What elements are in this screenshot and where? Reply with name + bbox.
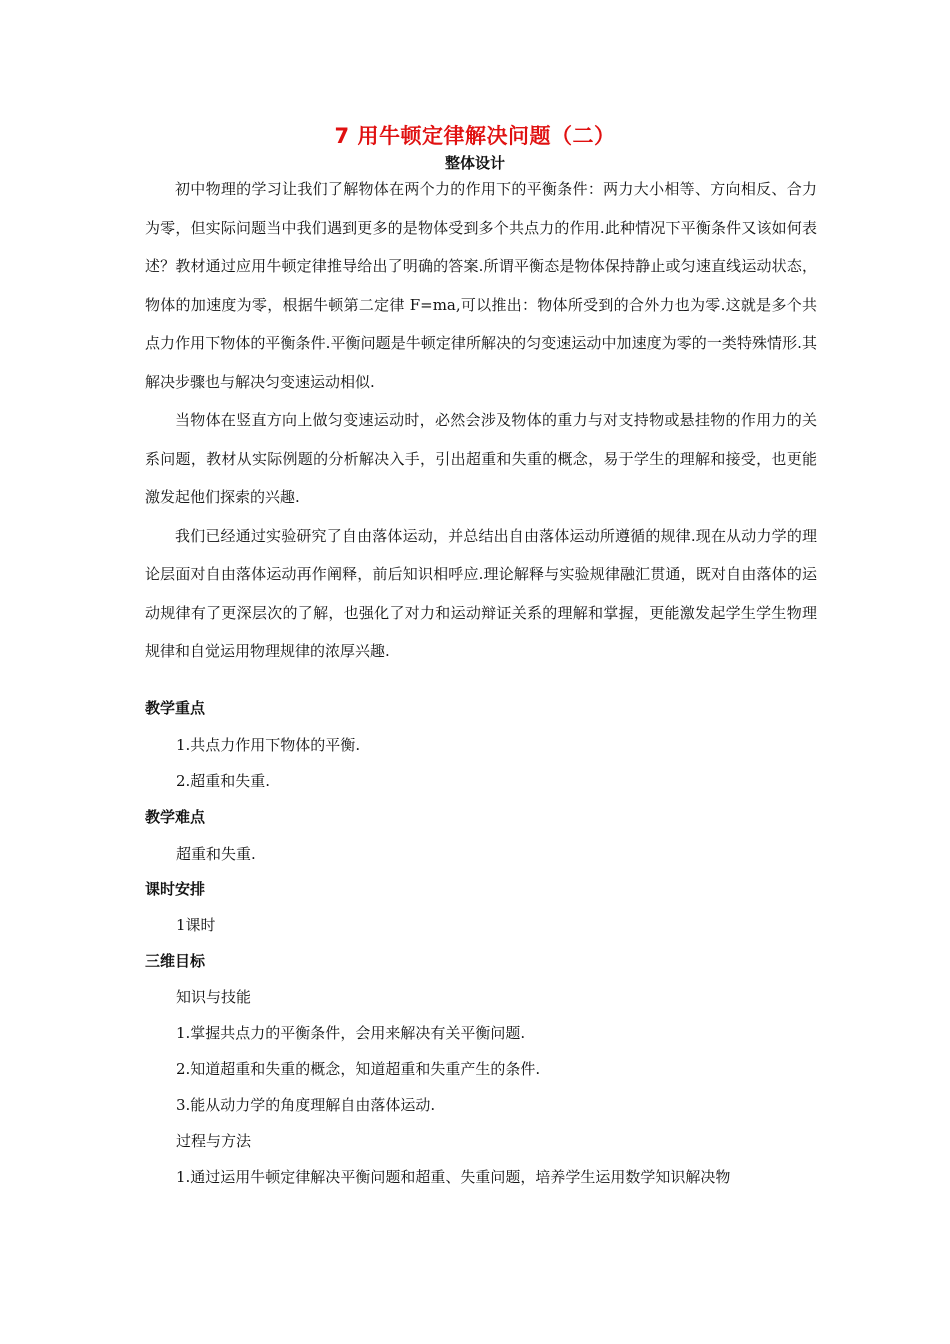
- heading-key-points: 教学重点: [145, 699, 206, 717]
- goals-process-item-1: 1.通过运用牛顿定律解决平衡问题和超重、失重问题，培养学生运用数学知识解决物: [176, 1168, 731, 1186]
- schedule-item-1: 1课时: [176, 916, 216, 934]
- key-point-item-1: 1.共点力作用下物体的平衡.: [176, 736, 361, 754]
- difficulty-item-1: 超重和失重.: [176, 845, 256, 863]
- goals-process-label: 过程与方法: [176, 1132, 252, 1150]
- goals-knowledge-item-2: 2.知道超重和失重的概念，知道超重和失重产生的条件.: [176, 1060, 541, 1078]
- goals-knowledge-item-3: 3.能从动力学的角度理解自由落体运动.: [176, 1096, 436, 1114]
- heading-goals: 三维目标: [145, 952, 206, 970]
- goals-knowledge-label: 知识与技能: [176, 988, 252, 1006]
- intro-paragraph-1: 初中物理的学习让我们了解物体在两个力的作用下的平衡条件：两力大小相等、方向相反、合力为零，但实际问题当中我们遇到更多的是物体受到多个共点力的作用.此种情况下平衡条件又该如何表述？教材通过应用牛顿定律推导给出了明确的答案.所谓平衡态是物体保持静止或匀速直线运动状态，物体的加速度为零，根据牛顿第二定律 F=ma,可以推出：物体所受到的合外力也为零.这就是多个共点力作用下物体的平衡条件.平衡问题是牛顿定律所解决的匀变速运动中加速度为零的一类特殊情形.其解决步骤也与解决匀变速运动相似.: [145, 180, 817, 391]
- document-title: 7 用牛顿定律解决问题（二）: [334, 124, 616, 148]
- intro-paragraph-2: 当物体在竖直方向上做匀变速运动时，必然会涉及物体的重力与对支持物或悬挂物的作用力的关系问题，教材从实际例题的分析解决入手，引出超重和失重的概念，易于学生的理解和接受，也更能激发起他们探索的兴趣.: [145, 411, 817, 506]
- goals-knowledge-item-1: 1.掌握共点力的平衡条件，会用来解决有关平衡问题.: [176, 1024, 526, 1042]
- heading-difficulties: 教学难点: [145, 808, 206, 826]
- key-point-item-2: 2.超重和失重.: [176, 772, 271, 790]
- document-subtitle: 整体设计: [444, 154, 505, 172]
- intro-paragraph-3: 我们已经通过实验研究了自由落体运动，并总结出自由落体运动所遵循的规律.现在从动力学的理论层面对自由落体运动再作阐释，前后知识相呼应.理论解释与实验规律融汇贯通，既对自由落体的运动规律有了更深层次的了解，也强化了对力和运动辩证关系的理解和掌握，更能激发起学生学生物理规律和自觉运用物理规律的浓厚兴趣.: [145, 526, 817, 660]
- heading-schedule: 课时安排: [145, 880, 206, 898]
- intro-body: [145, 170, 817, 671]
